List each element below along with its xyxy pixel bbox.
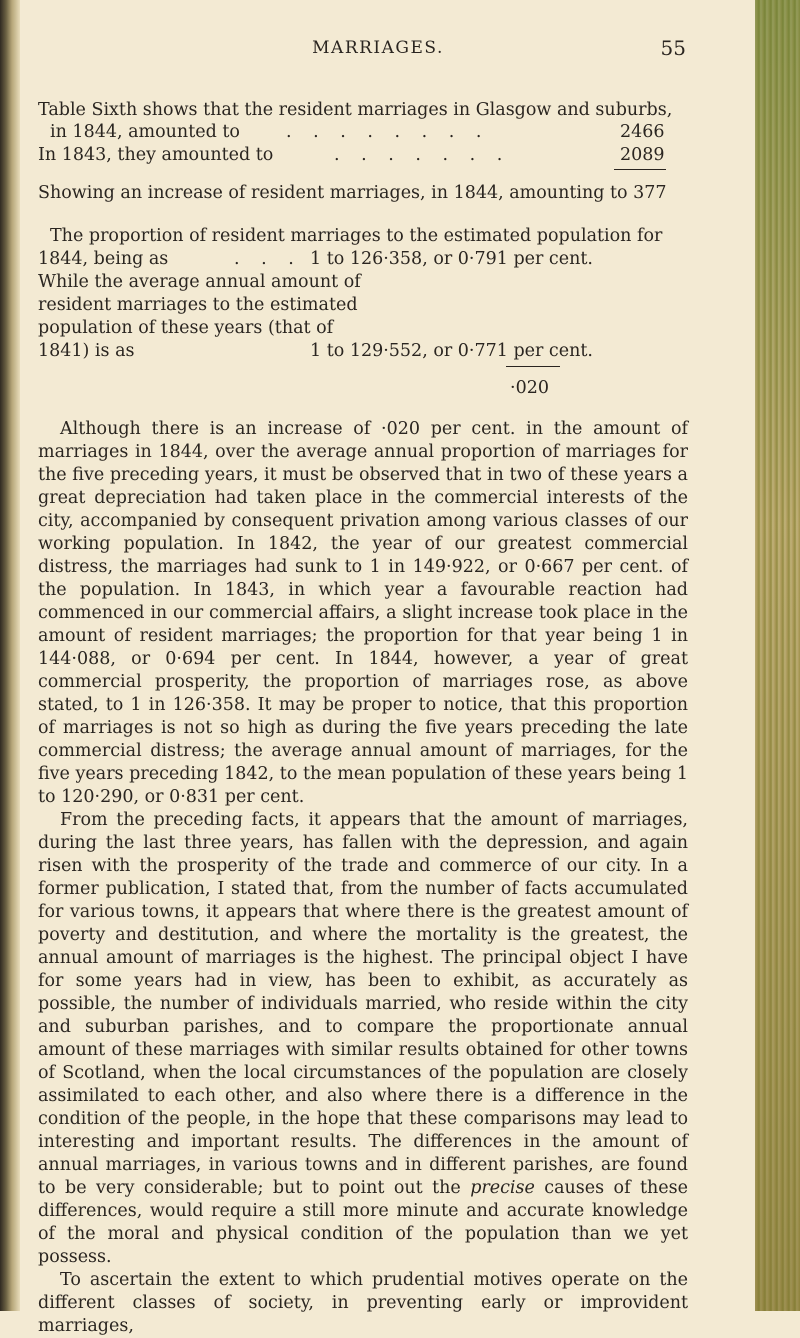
proportion-1844-value: 1 to 126·358, or 0·791 per cent. (310, 249, 593, 269)
facing-page-edge-shade (755, 0, 800, 1311)
table-summary-line-1: Table Sixth shows that the resident marriages in Glasgow and suburbs, (38, 100, 673, 120)
paragraph-2-tail: causes of these differences, would require a still more minute and accurate knowledge of the moral and physical condition of the population than we yet possess. (38, 1178, 688, 1267)
proportion-line-6-label: 1841) is as (38, 341, 135, 361)
running-title: MARRIAGES. (312, 38, 444, 58)
leader-dots: . . . . . . . . (286, 122, 490, 142)
proportion-line-3: While the average annual amount of (38, 272, 361, 292)
page-number: 55 (660, 36, 686, 60)
increase-line: Showing an increase of resident marriages, in 1844, amounting to 377 (38, 183, 667, 203)
running-head (28, 38, 728, 64)
paragraph-3: To ascertain the extent to which prudential motives operate on the different classes of society, in preventing early or improvident marriages, (38, 1270, 688, 1336)
paragraph-2-italic: precise (470, 1178, 535, 1198)
book-binding-shadow (0, 0, 20, 1311)
leader-dots: . . . (234, 249, 302, 269)
book-page (28, 0, 728, 1336)
body-text (38, 418, 688, 1338)
difference-rule (506, 366, 560, 367)
paragraph-2 (38, 809, 688, 1269)
table-summary-line-2-label: in 1844, amounted to (50, 122, 240, 142)
proportion-line-5: population of these years (that of (38, 318, 334, 338)
marriages-1843-value: 2089 (620, 145, 665, 165)
marriages-1844-value: 2466 (620, 122, 665, 142)
sum-rule (614, 169, 666, 170)
proportion-line-2-label: 1844, being as (38, 249, 169, 269)
proportion-average-value: 1 to 129·552, or 0·771 per cent. (310, 341, 593, 361)
paragraph-2-main: From the preceding facts, it appears that the amount of marriages, during the last three years, has fallen with the depression, and again risen with the prosperity of the trade and commerce of our city. In a former publication, I stated that, from the number of facts accumulated for various towns, it appears that where there is the greatest amount of poverty and destitution, and where the mortality is the greatest, the annual amount of marriages is the highest. The principal object I have for some years had in view, has been to exhibit, as accurately as possible, the number of individuals married, who reside within the city and suburban parishes, and to compare the proportionate annual amount of these marriages with similar results obtained for other towns of Scotland, when the local circumstances of the population are closely assimilated to each other, and also where there is a difference in the condition of the people, in the hope that these comparisons may lead to interesting and important results. The differences in the amount of annual marriages, in various towns and in different parishes, are found to be very considerable; but to point out the (38, 810, 688, 1198)
difference-value: ·020 (510, 378, 549, 398)
leader-dots: . . . . . . . (334, 145, 511, 165)
proportion-line-1: The proportion of resident marriages to the estimated population for (50, 226, 663, 246)
table-summary-line-3-label: In 1843, they amounted to (38, 145, 274, 165)
proportion-line-4: resident marriages to the estimated (38, 295, 358, 315)
paragraph-1: Although there is an increase of ·020 per cent. in the amount of marriages in 1844, over the average annual proportion of marriages for the five preceding years, it must be observed that in two of these years a great depreciation had taken place in the commercial interests of the city, accompanied by consequent privation among various classes of our working population. In 1842, the year of our greatest commercial distress, the marriages had sunk to 1 in 149·922, or 0·667 per cent. of the population. In 1843, in which year a favourable reaction had commenced in our commercial affairs, a slight increase took place in the amount of resident marriages; the proportion for that year being 1 in 144·088, or 0·694 per cent. In 1844, however, a year of great commercial prosperity, the proportion of marriages rose, as above stated, to 1 in 126·358. It may be proper to notice, that this proportion of marriages is not so high as during the five years preceding the late commercial distress; the average annual amount of marriages, for the five years preceding 1842, to the mean population of these years being 1 to 120·290, or 0·831 per cent. (38, 419, 688, 807)
